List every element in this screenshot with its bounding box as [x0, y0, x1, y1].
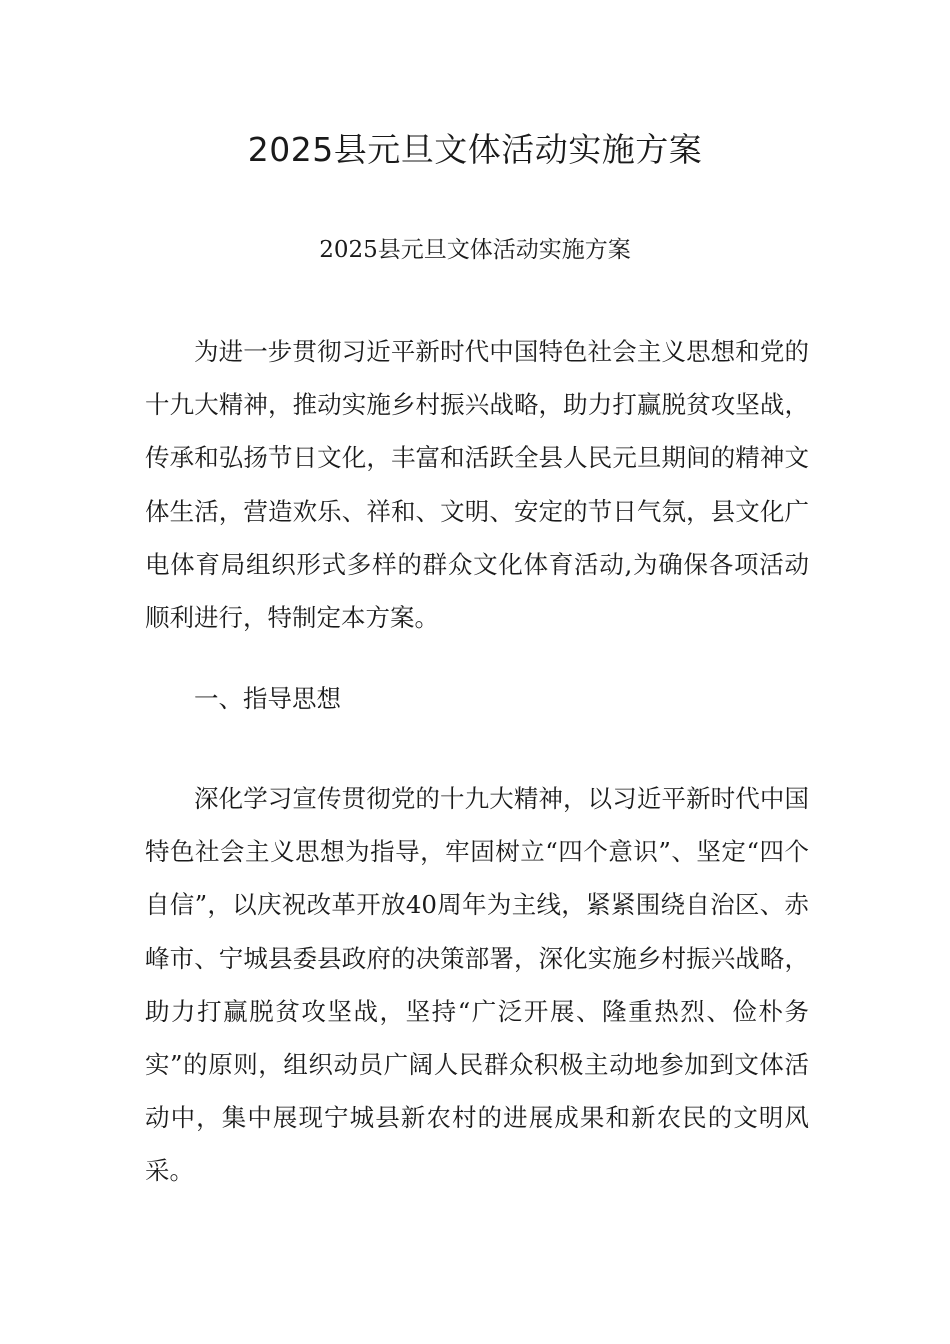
section-heading-guiding-ideology: 一、指导思想: [194, 684, 341, 713]
guiding-ideology-paragraph: 深化学习宣传贯彻党的十九大精神，以习近平新时代中国特色社会主义思想为指导，牢固树立“四个意识”、坚定“四个自信”，以庆祝改革开放40周年为主线，紧紧围绕自治区、赤峰市、宁城县委县政府的决策部署，深化实施乡村振兴战略，助力打赢脱贫攻坚战，坚持“广泛开展、隆重热烈、俭朴务实”的原则，组织动员广阔人民群众积极主动地参加到文体活动中，集中展现宁城县新农村的进展成果和新农民的文明风采。: [145, 784, 809, 1186]
document-title: 2025县元旦文体活动实施方案: [247, 130, 703, 169]
document-subtitle: 2025县元旦文体活动实施方案: [319, 237, 631, 263]
intro-paragraph: 为进一步贯彻习近平新时代中国特色社会主义思想和党的十九大精神，推动实施乡村振兴战略，助力打赢脱贫攻坚战，传承和弘扬节日文化，丰富和活跃全县人民元旦期间的精神文体生活，营造欢乐、祥和、文明、安定的节日气氛，县文化广电体育局组织形式多样的群众文化体育活动,为确保各项活动顺利进行，特制定本方案。: [145, 337, 809, 633]
